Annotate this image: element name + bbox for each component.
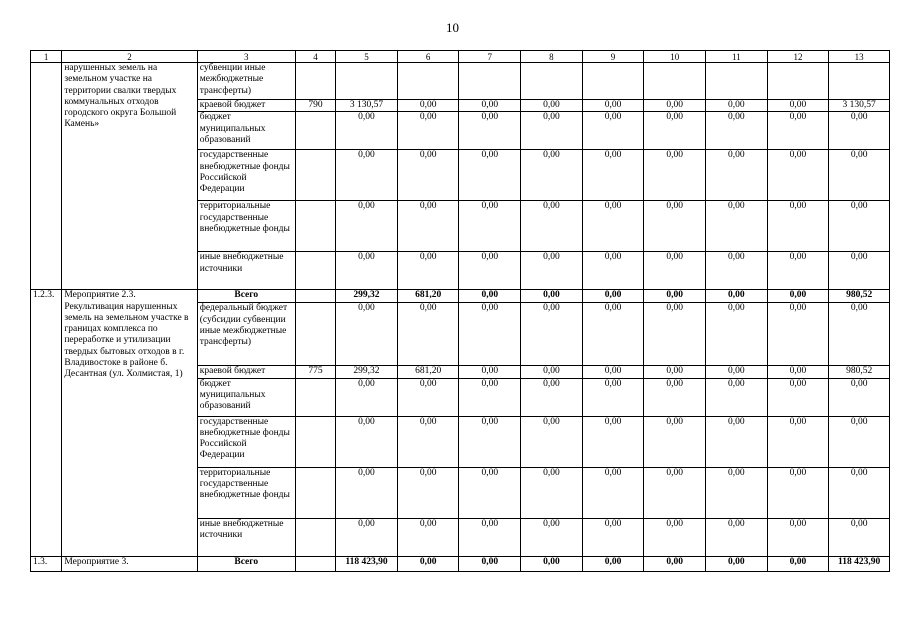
funding-source: краевой бюджет (197, 366, 295, 378)
amount-cell: 0,00 (521, 366, 583, 378)
amount-cell: 0,00 (706, 378, 768, 416)
budget-code (295, 290, 335, 303)
column-header: 1 (31, 51, 62, 63)
amount-cell: 0,00 (397, 518, 459, 556)
amount-cell: 0,00 (397, 556, 459, 571)
amount-cell: 0,00 (706, 290, 768, 303)
amount-cell: 0,00 (459, 112, 521, 150)
amount-cell: 0,00 (521, 556, 583, 571)
amount-cell: 0,00 (644, 150, 706, 201)
funding-source: территориальные государственные внебюджетные фонды (197, 201, 295, 252)
budget-code (295, 112, 335, 150)
amount-cell: 0,00 (582, 150, 644, 201)
amount-cell: 0,00 (767, 112, 829, 150)
amount-cell: 0,00 (521, 303, 583, 366)
column-header: 7 (459, 51, 521, 63)
amount-cell: 299,32 (336, 290, 398, 303)
page-number: 10 (446, 20, 459, 35)
amount-cell: 0,00 (521, 201, 583, 252)
amount-cell: 0,00 (397, 416, 459, 467)
header-row (31, 51, 890, 63)
table-body (31, 51, 890, 572)
amount-cell: 0,00 (644, 201, 706, 252)
amount-cell: 0,00 (459, 467, 521, 518)
amount-cell: 0,00 (644, 518, 706, 556)
budget-code (295, 150, 335, 201)
amount-cell: 0,00 (336, 416, 398, 467)
column-header: 2 (62, 51, 197, 63)
amount-cell: 0,00 (644, 112, 706, 150)
budget-code (295, 378, 335, 416)
amount-cell: 0,00 (459, 378, 521, 416)
amount-cell: 0,00 (459, 366, 521, 378)
amount-cell: 0,00 (767, 290, 829, 303)
budget-code (295, 252, 335, 290)
amount-cell: 0,00 (767, 378, 829, 416)
amount-cell: 0,00 (582, 366, 644, 378)
column-header: 13 (829, 51, 890, 63)
column-header: 12 (767, 51, 829, 63)
amount-cell: 0,00 (829, 112, 890, 150)
amount-cell: 681,20 (397, 290, 459, 303)
amount-cell: 0,00 (521, 150, 583, 201)
funding-source: субвенции иные межбюджетные трансферты) (197, 63, 295, 100)
amount-cell: 0,00 (336, 378, 398, 416)
amount-cell: 0,00 (706, 201, 768, 252)
amount-cell: 0,00 (582, 518, 644, 556)
funding-table (30, 50, 890, 572)
amount-cell: 0,00 (767, 100, 829, 112)
item-name: Мероприятие 2.3. Рекультивация нарушенных земель на земельном участке в границах комплекса по переработке и утилизации твердых бытовых отходов в г. Владивостоке в районе б. Десантная (ул. Холмистая, 1) (62, 290, 197, 556)
amount-cell: 0,00 (829, 378, 890, 416)
amount-cell: 0,00 (829, 467, 890, 518)
budget-code (295, 518, 335, 556)
amount-cell: 0,00 (829, 150, 890, 201)
amount-cell (459, 63, 521, 100)
amount-cell: 0,00 (582, 112, 644, 150)
column-header: 4 (295, 51, 335, 63)
amount-cell: 0,00 (521, 290, 583, 303)
funding-source: государственные внебюджетные фонды Российской Федерации (197, 150, 295, 201)
budget-code (295, 556, 335, 571)
amount-cell: 0,00 (706, 303, 768, 366)
funding-source: территориальные государственные внебюджетные фонды (197, 467, 295, 518)
amount-cell: 3 130,57 (336, 100, 398, 112)
column-header: 9 (582, 51, 644, 63)
amount-cell: 299,32 (336, 366, 398, 378)
amount-cell: 0,00 (397, 252, 459, 290)
amount-cell: 0,00 (521, 252, 583, 290)
amount-cell: 0,00 (582, 556, 644, 571)
funding-source: Всего (197, 290, 295, 303)
amount-cell (706, 63, 768, 100)
amount-cell: 0,00 (336, 467, 398, 518)
column-header: 8 (521, 51, 583, 63)
amount-cell: 0,00 (706, 100, 768, 112)
amount-cell: 0,00 (706, 518, 768, 556)
amount-cell: 0,00 (829, 416, 890, 467)
table-row (31, 290, 890, 303)
amount-cell: 0,00 (459, 556, 521, 571)
amount-cell: 0,00 (582, 290, 644, 303)
amount-cell: 0,00 (397, 112, 459, 150)
amount-cell: 0,00 (829, 303, 890, 366)
amount-cell (336, 63, 398, 100)
amount-cell: 0,00 (644, 252, 706, 290)
amount-cell: 0,00 (829, 201, 890, 252)
amount-cell: 0,00 (767, 467, 829, 518)
amount-cell: 0,00 (336, 518, 398, 556)
amount-cell (644, 63, 706, 100)
amount-cell: 0,00 (767, 366, 829, 378)
amount-cell: 0,00 (336, 252, 398, 290)
amount-cell: 0,00 (397, 100, 459, 112)
item-number (31, 63, 62, 290)
column-header: 3 (197, 51, 295, 63)
amount-cell: 0,00 (397, 467, 459, 518)
budget-code (295, 63, 335, 100)
item-name: нарушенных земель на земельном участке на территории свалки твердых коммунальных отходов городского округа Большой Камень» (62, 63, 197, 290)
amount-cell: 0,00 (521, 416, 583, 467)
amount-cell: 0,00 (521, 467, 583, 518)
amount-cell: 0,00 (397, 201, 459, 252)
amount-cell: 0,00 (336, 150, 398, 201)
amount-cell: 0,00 (767, 201, 829, 252)
column-header: 11 (706, 51, 768, 63)
amount-cell: 0,00 (706, 416, 768, 467)
table-row (31, 556, 890, 571)
amount-cell: 0,00 (459, 252, 521, 290)
amount-cell: 0,00 (582, 303, 644, 366)
amount-cell: 0,00 (706, 467, 768, 518)
amount-cell: 0,00 (706, 556, 768, 571)
amount-cell (829, 63, 890, 100)
amount-cell: 0,00 (644, 303, 706, 366)
amount-cell: 0,00 (397, 378, 459, 416)
amount-cell: 0,00 (397, 303, 459, 366)
amount-cell: 0,00 (459, 100, 521, 112)
amount-cell: 0,00 (459, 290, 521, 303)
amount-cell: 0,00 (521, 378, 583, 416)
amount-cell: 3 130,57 (829, 100, 890, 112)
amount-cell: 0,00 (582, 201, 644, 252)
budget-code: 775 (295, 366, 335, 378)
funding-source: Всего (197, 556, 295, 571)
amount-cell: 0,00 (706, 366, 768, 378)
amount-cell: 0,00 (459, 303, 521, 366)
amount-cell (582, 63, 644, 100)
amount-cell: 0,00 (582, 416, 644, 467)
amount-cell: 980,52 (829, 366, 890, 378)
amount-cell: 0,00 (582, 467, 644, 518)
amount-cell: 0,00 (706, 252, 768, 290)
column-header: 10 (644, 51, 706, 63)
item-name: Мероприятие 3. (62, 556, 197, 571)
amount-cell: 0,00 (767, 150, 829, 201)
amount-cell: 0,00 (459, 201, 521, 252)
amount-cell: 0,00 (521, 112, 583, 150)
amount-cell (521, 63, 583, 100)
amount-cell: 0,00 (644, 556, 706, 571)
amount-cell: 0,00 (582, 378, 644, 416)
amount-cell: 0,00 (336, 303, 398, 366)
budget-code (295, 201, 335, 252)
budget-code (295, 303, 335, 366)
item-number: 1.3. (31, 556, 62, 571)
amount-cell: 0,00 (644, 378, 706, 416)
funding-source: иные внебюджетные источники (197, 518, 295, 556)
amount-cell: 0,00 (644, 366, 706, 378)
amount-cell: 0,00 (644, 467, 706, 518)
amount-cell: 0,00 (459, 150, 521, 201)
budget-code (295, 416, 335, 467)
amount-cell (767, 63, 829, 100)
amount-cell: 118 423,90 (336, 556, 398, 571)
amount-cell: 0,00 (459, 518, 521, 556)
amount-cell: 0,00 (644, 290, 706, 303)
funding-source: бюджет муниципальных образований (197, 112, 295, 150)
amount-cell: 0,00 (767, 556, 829, 571)
amount-cell (397, 63, 459, 100)
amount-cell: 0,00 (582, 252, 644, 290)
amount-cell: 0,00 (644, 100, 706, 112)
budget-code: 790 (295, 100, 335, 112)
amount-cell: 0,00 (459, 416, 521, 467)
amount-cell: 681,20 (397, 366, 459, 378)
amount-cell: 0,00 (521, 100, 583, 112)
amount-cell: 118 423,90 (829, 556, 890, 571)
amount-cell: 0,00 (397, 150, 459, 201)
item-number: 1.2.3. (31, 290, 62, 556)
amount-cell: 0,00 (521, 518, 583, 556)
funding-source: иные внебюджетные источники (197, 252, 295, 290)
amount-cell: 0,00 (706, 112, 768, 150)
amount-cell: 0,00 (644, 416, 706, 467)
column-header: 5 (336, 51, 398, 63)
amount-cell: 0,00 (767, 252, 829, 290)
amount-cell: 0,00 (829, 252, 890, 290)
amount-cell: 0,00 (336, 201, 398, 252)
budget-code (295, 467, 335, 518)
amount-cell: 0,00 (336, 112, 398, 150)
funding-source: краевой бюджет (197, 100, 295, 112)
amount-cell: 980,52 (829, 290, 890, 303)
funding-source: федеральный бюджет (субсидии субвенции иные межбюджетные трансферты) (197, 303, 295, 366)
column-header: 6 (397, 51, 459, 63)
funding-source: бюджет муниципальных образований (197, 378, 295, 416)
amount-cell: 0,00 (767, 416, 829, 467)
amount-cell: 0,00 (829, 518, 890, 556)
table-row (31, 63, 890, 100)
amount-cell: 0,00 (582, 100, 644, 112)
amount-cell: 0,00 (706, 150, 768, 201)
amount-cell: 0,00 (767, 518, 829, 556)
funding-source: государственные внебюджетные фонды Российской Федерации (197, 416, 295, 467)
amount-cell: 0,00 (767, 303, 829, 366)
